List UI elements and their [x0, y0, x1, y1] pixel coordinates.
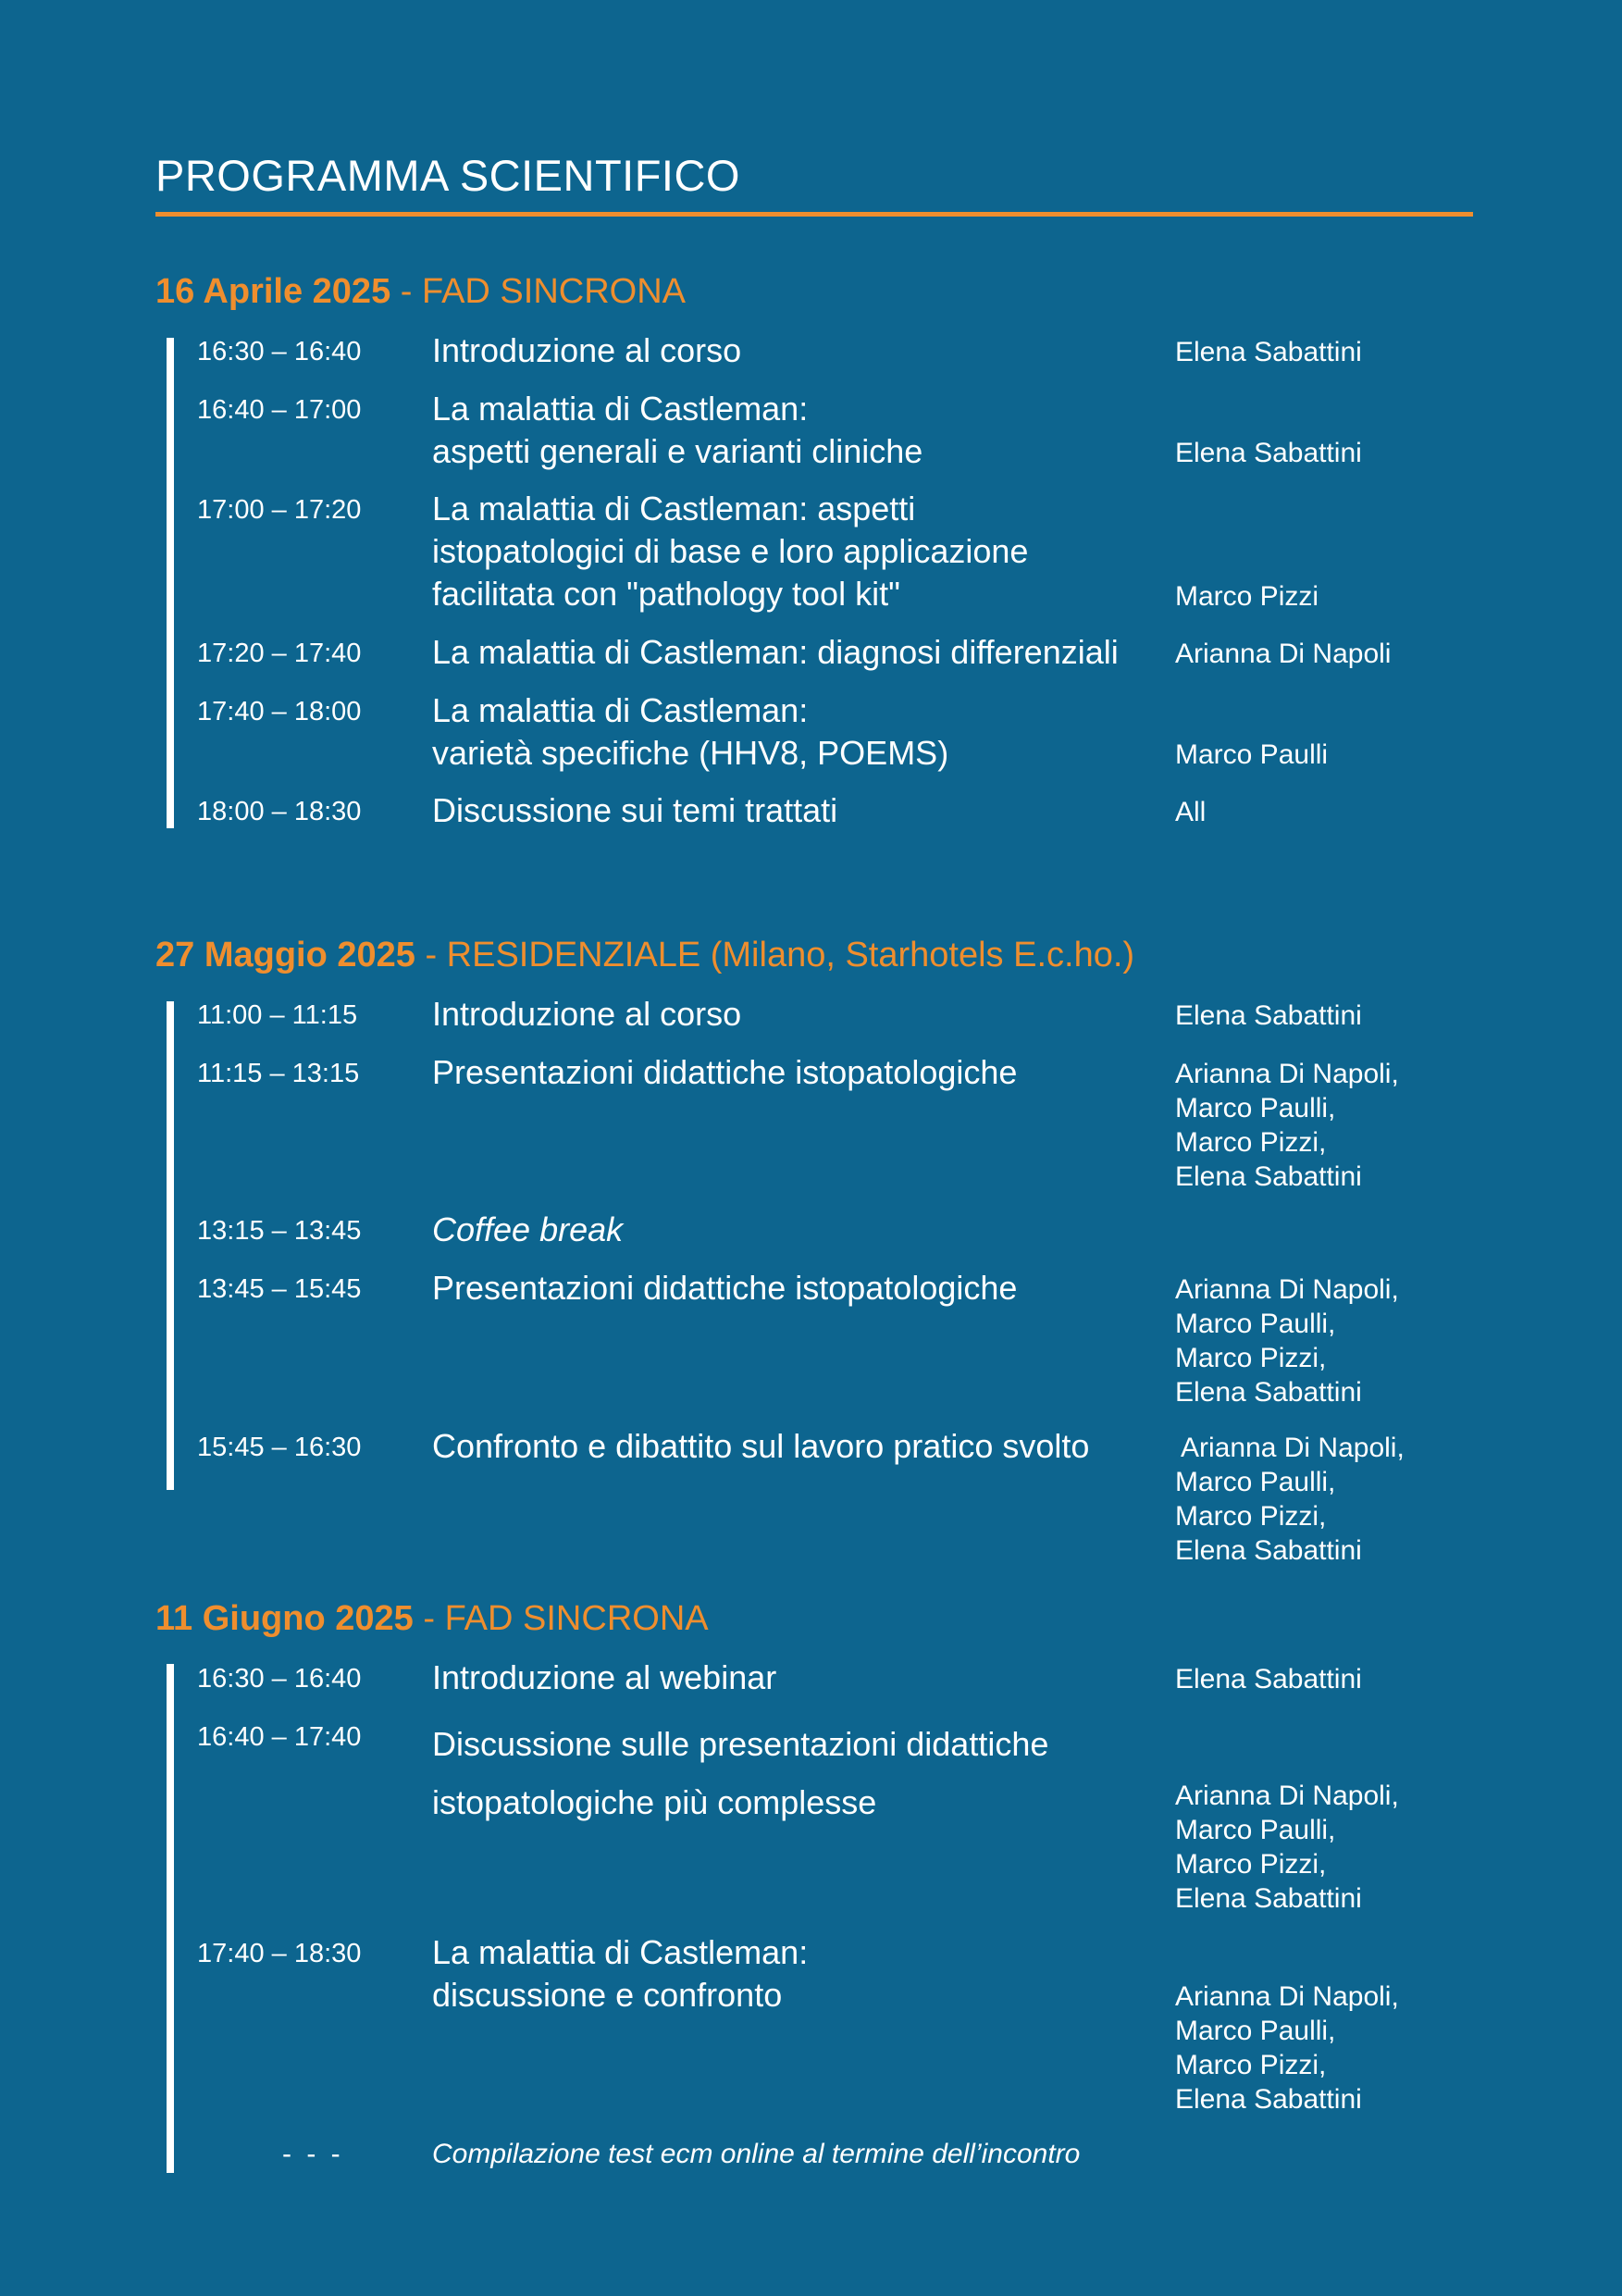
session-topic	[432, 488, 1028, 615]
session-speakers	[1175, 738, 1328, 772]
day-date: 16 Aprile 2025	[155, 272, 391, 311]
speaker: Elena Sabattini	[1175, 1535, 1362, 1566]
session-speakers	[1175, 579, 1319, 614]
session-topic	[432, 689, 948, 775]
day-heading	[155, 932, 1134, 978]
topic-line: Introduzione al webinar	[432, 1658, 777, 1696]
speaker: Elena Sabattini	[1175, 1161, 1362, 1192]
speaker: Arianna Di Napoli,	[1181, 1433, 1405, 1463]
topic-line: varietà specifiche (HHV8, POEMS)	[432, 734, 949, 772]
session-speakers	[1175, 1057, 1399, 1194]
topic-line: Confronto e dibattito sul lavoro pratico svolto	[432, 1427, 1090, 1465]
session-speakers	[1175, 999, 1362, 1033]
topic-line: Introduzione al corso	[432, 331, 742, 369]
title-underline	[155, 212, 1473, 217]
speaker: Arianna Di Napoli,	[1175, 1981, 1399, 2012]
topic-line: La malattia di Castleman: diagnosi differenziali	[432, 633, 1119, 671]
speaker: Marco Paulli,	[1175, 1467, 1336, 1497]
session-topic	[432, 993, 741, 1036]
speaker: Marco Pizzi,	[1175, 1127, 1327, 1158]
session-topic	[432, 1425, 1089, 1468]
session-topic	[432, 1051, 1017, 1094]
session-speakers	[1175, 637, 1391, 671]
session-topic	[432, 1267, 1017, 1309]
topic-line: La malattia di Castleman:	[432, 390, 809, 428]
speaker: Elena Sabattini	[1175, 1377, 1362, 1408]
speaker: Marco Pizzi,	[1175, 1501, 1327, 1532]
session-topic	[432, 1657, 776, 1699]
day-timeline-bar	[167, 1001, 174, 1490]
topic-line: La malattia di Castleman: aspetti	[432, 490, 916, 527]
session-speakers	[1175, 1980, 1399, 2116]
page-title: PROGRAMMA SCIENTIFICO	[155, 151, 740, 200]
session-time: 16:30 – 16:40	[197, 1664, 362, 1694]
day-date: 11 Giugno 2025	[155, 1599, 414, 1638]
topic-line: facilitata con "pathology tool kit"	[432, 575, 900, 613]
topic-line: La malattia di Castleman:	[432, 691, 809, 729]
day-timeline-bar	[167, 1664, 174, 2173]
footer-note: Compilazione test ecm online al termine dell’incontro	[432, 2139, 1081, 2169]
session-time: 15:45 – 16:30	[197, 1433, 362, 1462]
day-date: 27 Maggio 2025	[155, 936, 415, 974]
session-time: 11:00 – 11:15	[197, 1000, 358, 1030]
session-topic	[432, 388, 922, 473]
speaker: Marco Paulli	[1175, 739, 1329, 770]
speaker: Elena Sabattini	[1175, 438, 1362, 468]
speaker: Elena Sabattini	[1175, 1000, 1362, 1031]
day-heading	[155, 268, 686, 315]
topic-line: Presentazioni didattiche istopatologiche	[432, 1269, 1018, 1307]
speaker: Elena Sabattini	[1175, 1883, 1362, 1914]
topic-line: Presentazioni didattiche istopatologiche	[432, 1053, 1018, 1091]
speaker: Marco Pizzi,	[1175, 1849, 1327, 1880]
session-time: 16:30 – 16:40	[197, 337, 362, 366]
session-speakers	[1175, 795, 1206, 829]
topic-line: istopatologiche più complesse	[432, 1783, 877, 1821]
session-time: 11:15 – 13:15	[197, 1059, 360, 1088]
topic-line: istopatologici di base e loro applicazione	[432, 532, 1029, 570]
speaker: Elena Sabattini	[1175, 337, 1362, 367]
topic-line: aspetti generali e varianti cliniche	[432, 432, 923, 470]
speaker: All	[1175, 797, 1207, 827]
speaker: Arianna Di Napoli,	[1175, 1059, 1399, 1089]
session-time: 16:40 – 17:00	[197, 395, 362, 425]
day-heading	[155, 1595, 709, 1642]
speaker: Arianna Di Napoli,	[1175, 1274, 1399, 1305]
speaker: Marco Paulli,	[1175, 1815, 1336, 1845]
session-topic	[432, 1209, 623, 1251]
speaker: Marco Paulli,	[1175, 2016, 1336, 2046]
speaker: Elena Sabattini	[1175, 1664, 1362, 1694]
session-time: 13:45 – 15:45	[197, 1274, 362, 1304]
session-speakers	[1175, 1431, 1405, 1568]
session-topic	[432, 329, 741, 372]
speaker: Marco Paulli,	[1175, 1309, 1336, 1339]
speaker: Arianna Di Napoli,	[1175, 1781, 1399, 1811]
topic-line: Introduzione al corso	[432, 995, 742, 1033]
speaker: Marco Paulli,	[1175, 1093, 1336, 1123]
topic-line: Coffee break	[432, 1210, 624, 1248]
session-speakers	[1175, 1272, 1399, 1409]
speaker: Elena Sabattini	[1175, 2084, 1362, 2115]
session-time: 13:15 – 13:45	[197, 1216, 362, 1246]
session-speakers	[1175, 436, 1362, 470]
topic-line: Discussione sulle presentazioni didattiche	[432, 1725, 1049, 1763]
speaker: Marco Pizzi,	[1175, 1343, 1327, 1373]
topic-line: Discussione sui temi trattati	[432, 791, 838, 829]
speaker: Arianna Di Napoli	[1175, 639, 1392, 669]
session-topic	[432, 631, 1119, 674]
speaker: Marco Pizzi	[1175, 581, 1319, 612]
day-mode: - RESIDENZIALE (Milano, Starhotels E.c.ho.)	[415, 936, 1135, 974]
session-time: 17:40 – 18:00	[197, 697, 362, 726]
session-speakers	[1175, 1662, 1362, 1696]
session-topic	[432, 1931, 808, 2017]
day-timeline-bar	[167, 338, 174, 828]
day-mode: - FAD SINCRONA	[390, 272, 687, 311]
session-time: 17:40 – 18:30	[197, 1939, 362, 1968]
session-time: 17:00 – 17:20	[197, 495, 362, 525]
session-topic	[432, 1715, 1048, 1831]
session-topic	[432, 789, 837, 832]
day-mode: - FAD SINCRONA	[413, 1599, 709, 1638]
session-time: 16:40 – 17:40	[197, 1722, 362, 1752]
session-time: 17:20 – 17:40	[197, 639, 362, 668]
session-time: 18:00 – 18:30	[197, 797, 362, 826]
topic-line: discussione e confronto	[432, 1976, 783, 2014]
session-speakers	[1175, 335, 1362, 369]
speaker: Marco Pizzi,	[1175, 2050, 1327, 2080]
session-speakers	[1175, 1779, 1399, 1916]
topic-line: La malattia di Castleman:	[432, 1933, 809, 1971]
footer-dashes: - - -	[282, 2139, 344, 2169]
